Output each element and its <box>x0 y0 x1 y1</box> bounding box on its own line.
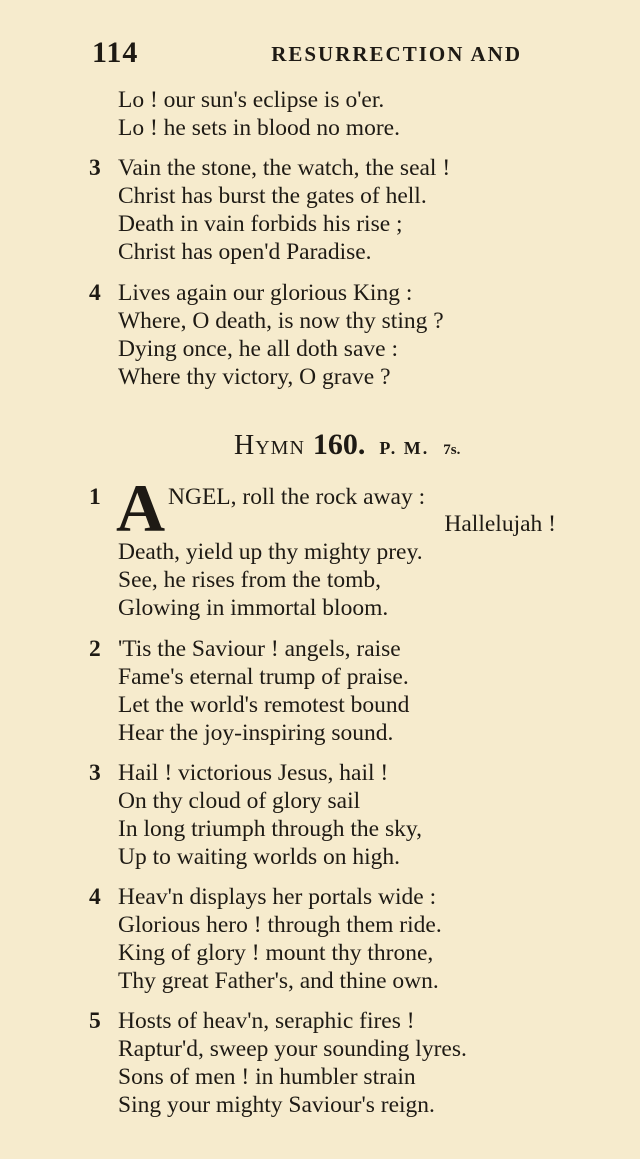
verse-line: Death, yield up thy mighty prey. <box>118 539 423 565</box>
page-header <box>92 36 522 72</box>
hymn-label: Hymn <box>234 430 305 461</box>
page-number: 114 <box>92 36 139 69</box>
verse-line: Heav'n displays her portals wide : <box>118 884 437 910</box>
verse-line: Hear the joy-inspiring sound. <box>118 720 394 746</box>
stanza-number: 3 <box>89 760 101 786</box>
verse-line: Sing your mighty Saviour's reign. <box>118 1092 435 1118</box>
stanza-number: 2 <box>89 636 101 662</box>
verse-line: NGEL, roll the rock away : <box>168 484 426 510</box>
verse-line: Glowing in immortal bloom. <box>118 595 389 621</box>
verse-line: Dying once, he all doth save : <box>118 336 398 362</box>
verse-line: Death in vain forbids his rise ; <box>118 211 403 237</box>
drop-cap: A <box>116 470 166 546</box>
verse-line: Vain the stone, the watch, the seal ! <box>118 155 451 181</box>
verse-line: Glorious hero ! through them ride. <box>118 912 442 938</box>
stanza-number: 1 <box>89 484 101 510</box>
verse-line: Lo ! he sets in blood no more. <box>118 115 400 141</box>
verse-line: Lives again our glorious King : <box>118 280 413 306</box>
verse-line: 'Tis the Saviour ! angels, raise <box>118 636 401 662</box>
verse-line: Lo ! our sun's eclipse is o'er. <box>118 87 385 113</box>
verse-line: In long triumph through the sky, <box>118 816 422 842</box>
stanza-number: 4 <box>89 884 101 910</box>
verse-line: Hail ! victorious Jesus, hail ! <box>118 760 389 786</box>
hymn-title <box>234 428 460 462</box>
stanza-number: 5 <box>89 1008 101 1034</box>
verse-line: Christ has burst the gates of hell. <box>118 183 427 209</box>
hymn-meter-sub: 7s. <box>443 442 461 458</box>
running-head: RESURRECTION AND <box>271 42 522 66</box>
verse-line: Where, O death, is now thy sting ? <box>118 308 444 334</box>
verse-line: Thy great Father's, and thine own. <box>118 968 439 994</box>
refrain-line: Hallelujah ! <box>444 511 556 537</box>
verse-line: Let the world's remotest bound <box>118 692 410 718</box>
verse-line: Fame's eternal trump of praise. <box>118 664 409 690</box>
verse-line: See, he rises from the tomb, <box>118 567 382 593</box>
verse-line: Where thy victory, O grave ? <box>118 364 391 390</box>
verse-line: Hosts of heav'n, seraphic fires ! <box>118 1008 415 1034</box>
stanza-number: 4 <box>89 280 101 306</box>
verse-line: On thy cloud of glory sail <box>118 788 361 814</box>
stanza-number: 3 <box>89 155 101 181</box>
hymn-meter: P. M. <box>379 438 430 458</box>
verse-line: Sons of men ! in humbler strain <box>118 1064 416 1090</box>
verse-line: King of glory ! mount thy throne, <box>118 940 434 966</box>
verse-line: Up to waiting worlds on high. <box>118 844 400 870</box>
verse-line: Raptur'd, sweep your sounding lyres. <box>118 1036 467 1062</box>
verse-line: Christ has open'd Paradise. <box>118 239 372 265</box>
hymn-number: 160. <box>312 428 366 461</box>
